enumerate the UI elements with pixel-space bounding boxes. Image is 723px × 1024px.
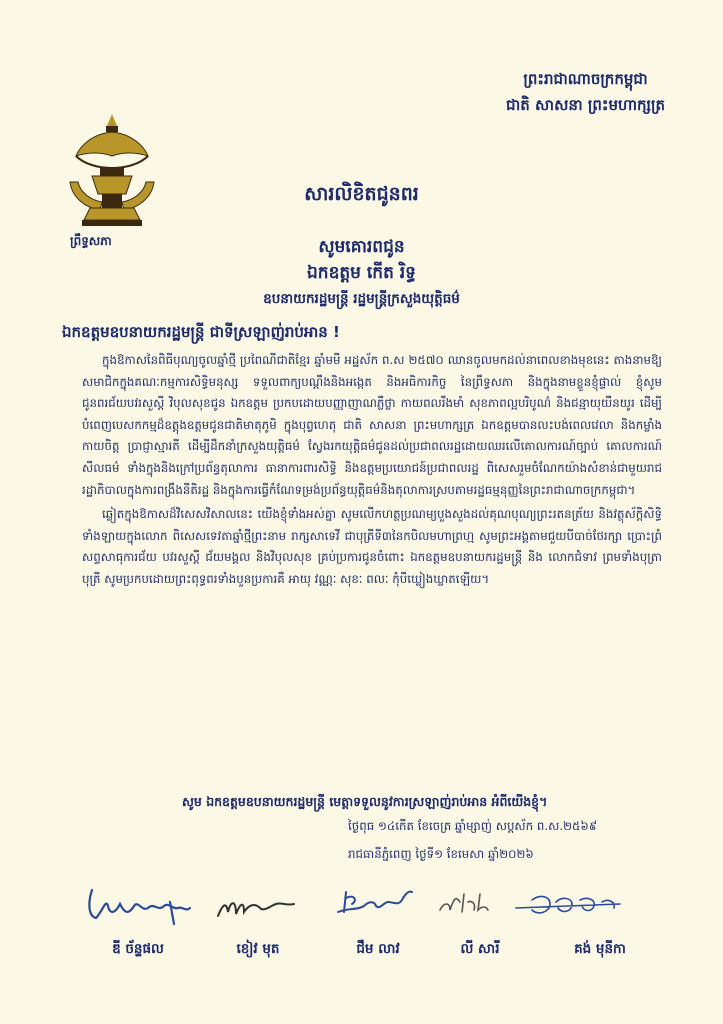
senate-emblem-icon xyxy=(62,112,162,232)
body-paragraph-2: ឆ្លៀតក្នុងឱកាសដ៏វិសេសវិសាលនេះ យើងខ្ញុំទាំងអស់គ្នា សូមលើកហត្ថប្រណម្យបួងសួងដល់គុណបុណ្យព្រះរតនត្រ័យ និងវត្ថុស័ក្តិសិទ្ធិទាំងឡាយក្នុងលោក ពិសេសទេវតាឆ្នាំថ្មីព្រះនាម រាក្សសាទេវី ជាបុត្រីទី៣នៃកបិលមហាព្រហ្ម សូមព្រះអង្គតាមជួយបីបាច់ថែរក្សា ប្រោះព្រំសព្ទសាធុការជ័យ បវរសួស្តី ជ័យមង្គល និងវិបុលសុខ គ្រប់ប្រការជូនចំពោះ ឯកឧត្តមឧបនាយករដ្ឋមន្ត្រី និង លោកជំទាវ ព្រមទាំងបុត្រា បុត្រី សូមប្រកបដោយព្រះពុទ្ធពរទាំងបួនប្រការគឺ អាយុ វណ្ណៈ សុខៈ ពលៈ កុំបីឃ្លៀងឃ្លាតឡើយ។ xyxy=(82,507,662,586)
body-paragraph-1: ក្នុងឱកាសនៃពិធីបុណ្យចូលឆ្នាំថ្មី ប្រពៃណីជាតិខ្មែរ ឆ្នាំមមី អដ្ឋស័ក ព.ស ២៥៧០ ឈានចូលមកដល់នាពេលខាងមុខនេះ តាងនាមឱ្យសមាជិកក្នុងគណៈកម្មការសិទ្ធិមនុស្ស ទទួលពាក្យបណ្តឹងនិងអង្កេត និងអធិការកិច្ច នៃព្រឹទ្ធសភា និងក្នុងនាមខ្លួនខ្ញុំផ្ទាល់ ខ្ញុំសូមជូនពរជ័យបវរសួស្តី វិបុលសុខជូន ឯកឧត្តម ប្រកបដោយបញ្ញាញាណភ្លឺថ្លា កាយពលរឹងមាំ សុខភាពល្អបរិបូណ៌ និងជន្មាយុយឺនយូរ ដើម្បីបំពេញបេសកកម្មដ៏ឧត្តុងឧត្តមជូនជាតិមាតុភូមិ ក្នុងបុព្វហេតុ ជាតិ សាសនា ព្រះមហាក្សត្រ ឯកឧត្តមបានលះបង់ពេលវេលា និងកម្លាំងកាយចិត្ត ប្រាជ្ញាស្មារតី ដើម្បីដឹកនាំក្រសួងយុត្តិធម៌ ស្វែងរកយុត្តិធម៌ជូនដល់ប្រជាពលរដ្ឋដោយឈរលើគោលការណ៍ច្បាប់ គោលការណ៍សីលធម៌ ទាំងក្នុងនិងក្រៅប្រព័ន្ធតុលាការ ធានាការពារសិទ្ធិ និងឧត្តមប្រយោជន៍ប្រជាពលរដ្ឋ ពិសេសរួមចំណែកយ៉ាងសំខាន់ជាមួយរាជរដ្ឋាភិបាលក្នុងការពង្រឹងនីតិរដ្ឋ និងក្នុងការធ្វើកំណែទម្រង់ប្រព័ន្ធយុត្តិធម៌និងតុលាការស្របតាមរដ្ឋធម្មនុញ្ញនៃព្រះរាជាណាចក្រកម្ពុជា។ xyxy=(82,353,662,497)
letter-body xyxy=(82,350,662,591)
signatory-name-1: ឌី ច័ន្ទផល xyxy=(112,941,164,957)
document-title: សារលិខិតជូនពរ xyxy=(304,183,419,205)
national-motto: ជាតិ សាសនា ព្រះមហាក្សត្រ xyxy=(506,96,665,114)
salutation: ឯកឧត្តមឧបនាយករដ្ឋមន្ត្រី ជាទីស្រឡាញ់រាប់អាន ! xyxy=(62,323,340,341)
signatory-name-4: លី សារី xyxy=(460,941,500,957)
signature-1-icon xyxy=(78,872,198,934)
signature-2-icon xyxy=(198,872,318,934)
lunar-date: ថ្ងៃពុធ ១៤កើត ខែចេត្រ ឆ្នាំម្សាញ់ សប្តស័ក ព.ស.២៥៦៩ xyxy=(348,819,598,833)
recipient-position: ឧបនាយករដ្ឋមន្ត្រី រដ្ឋមន្ត្រីក្រសួងយុត្តិធម៌ xyxy=(263,291,460,307)
signatory-name-2: ខៀវ មុត xyxy=(236,941,280,957)
signatory-name-5: គង់ មុនីកា xyxy=(574,941,626,957)
kingdom-name: ព្រះរាជាណាចក្រកម្ពុជា xyxy=(523,70,648,88)
emblem-label: ព្រឹទ្ធសភា xyxy=(70,234,112,248)
solar-date: រាជធានីភ្នំពេញ ថ្ងៃទី១ ខែមេសា ឆ្នាំ២០២៦ xyxy=(348,847,534,861)
addressing-line: សូមគោរពជូន xyxy=(318,237,405,257)
signature-5-icon xyxy=(510,872,630,934)
closing-line: សូម ឯកឧត្តមឧបនាយករដ្ឋមន្ត្រី មេត្តាទទួលនូវការស្រឡាញ់រាប់អាន អំពីយើងខ្ញុំ។ xyxy=(182,794,548,809)
recipient-name: ឯកឧត្តម កើត រិទ្ធ xyxy=(307,263,416,283)
kingdom-header xyxy=(506,66,665,118)
signatory-name-3: ជឹម លាវ xyxy=(356,941,400,957)
